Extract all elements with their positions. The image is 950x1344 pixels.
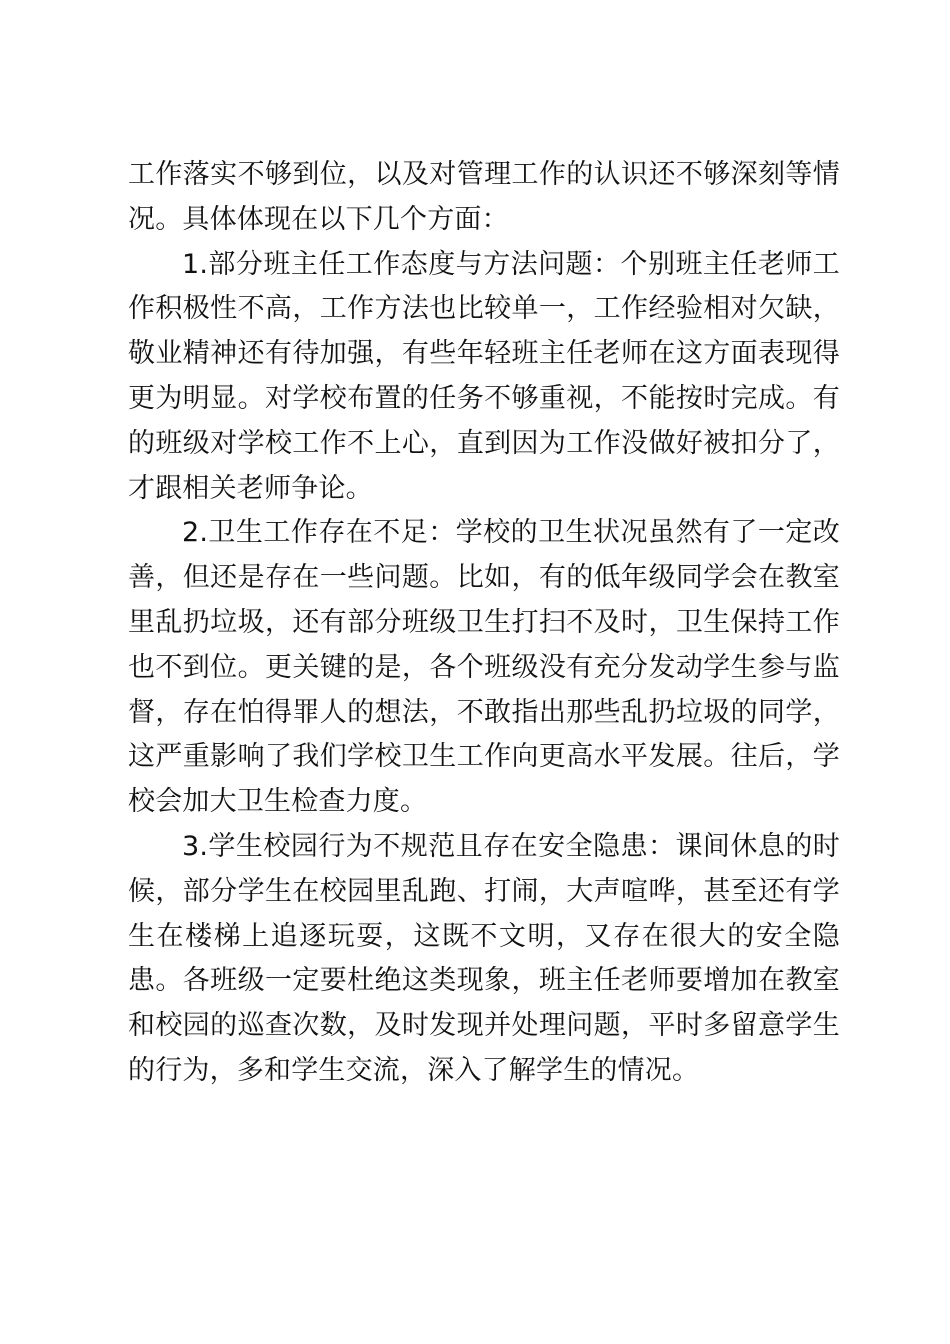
- document-body: [128, 153, 840, 1094]
- paragraph-intro: 工作落实不够到位，以及对管理工作的认识还不够深刻等情况。具体体现在以下几个方面：: [128, 159, 840, 235]
- paragraph-item-1: 1.部分班主任工作态度与方法问题：个别班主任老师工作积极性不高，工作方法也比较单一，工作经验相对欠缺，敬业精神还有待加强，有些年轻班主任老师在这方面表现得更为明显。对学校布置的任务不够重视，不能按时完成。有的班级对学校工作不上心，直到因为工作没做好被扣分了，才跟相关老师争论。: [128, 248, 840, 504]
- paragraph-item-2: 2.卫生工作存在不足：学校的卫生状况虽然有了一定改善，但还是存在一些问题。比如，有的低年级同学会在教室里乱扔垃圾，还有部分班级卫生打扫不及时，卫生保持工作也不到位。更关键的是，各个班级没有充分发动学生参与监督，存在怕得罪人的想法，不敢指出那些乱扔垃圾的同学，这严重影响了我们学校卫生工作向更高水平发展。往后，学校会加大卫生检查力度。: [128, 517, 840, 818]
- paragraph-item-3: 3.学生校园行为不规范且存在安全隐患：课间休息的时候，部分学生在校园里乱跑、打闹，大声喧哗，甚至还有学生在楼梯上追逐玩耍，这既不文明，又存在很大的安全隐患。各班级一定要杜绝这类现象，班主任老师要增加在教室和校园的巡查次数，及时发现并处理问题，平时多留意学生的行为，多和学生交流，深入了解学生的情况。: [128, 830, 840, 1086]
